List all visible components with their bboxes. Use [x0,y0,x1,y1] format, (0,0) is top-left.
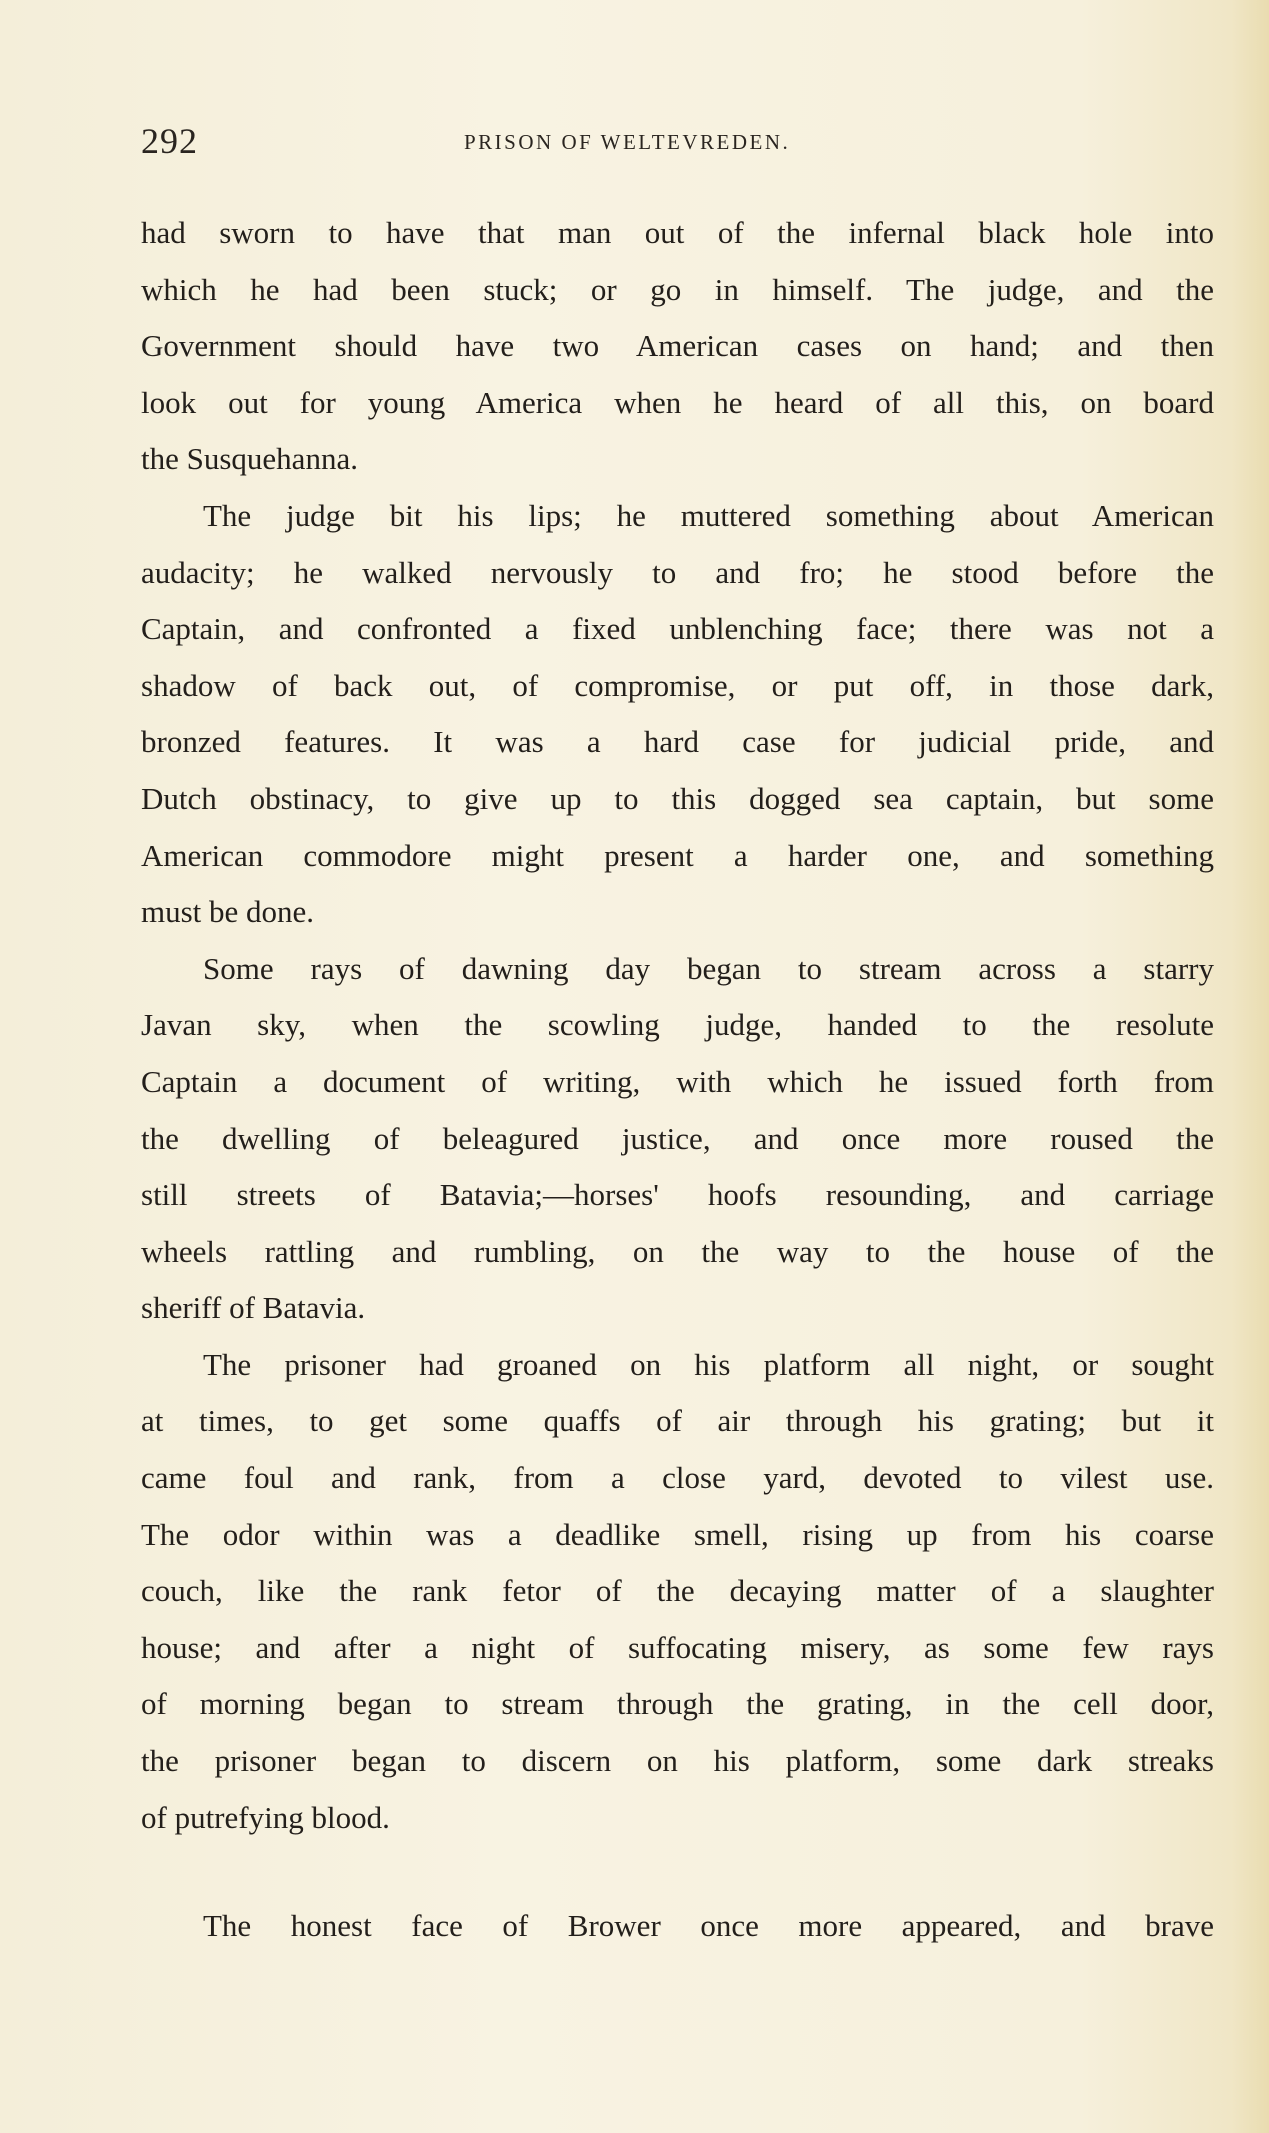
text-line: had sworn to have that man out of the infernal black hole into [141,215,1214,250]
section-gap [141,1846,1214,1898]
text-line: audacity; he walked nervously to and fro; he stood before the [141,554,1214,590]
text-line: Dutch obstinacy, to give up to this dogged sea captain, but some [141,780,1214,816]
page-number: 292 [141,121,198,161]
text-line: American commodore might present a harder one, and something [141,837,1214,873]
text-line: the dwelling of beleagured justice, and once more roused the [141,1120,1214,1156]
text-line: house; and after a night of suffocating misery, as some few rays [141,1629,1214,1665]
text-line: The odor within was a deadlike smell, rising up from his coarse [141,1516,1214,1552]
text-line: still streets of Batavia;—horses' hoofs resounding, and carriage [141,1177,1214,1213]
text-line: The prisoner had groaned on his platform all night, or sought [203,1346,1214,1382]
text-line: wheels rattling and rumbling, on the way to the house of the [141,1233,1214,1269]
text-line: look out for young America when he heard of all this, on board [141,384,1214,420]
text-line: The honest face of Brower once more appeared, and brave [203,1908,1214,1944]
text-line: bronzed features. It was a hard case for judicial pride, and [141,724,1214,760]
text-line: Captain, and confronted a fixed unblenching face; there was not a [141,611,1214,647]
text-line: Government should have two American cases on hand; and then [141,328,1214,364]
paragraph [141,941,1214,1337]
text-line: The judge bit his lips; he muttered something about American [203,497,1214,533]
text-line: the Susquehanna. [141,441,358,477]
text-line: couch, like the rank fetor of the decaying matter of a slaughter [141,1573,1214,1609]
text-line: must be done. [141,894,315,930]
body-text [141,205,1214,1955]
text-line: which he had been stuck; or go in himself. The judge, and the [141,271,1214,307]
text-line: Captain a document of writing, with which he issued forth from [141,1063,1214,1099]
running-head [141,120,1141,170]
text-line: came foul and rank, from a close yard, devoted to vilest use. [141,1460,1214,1496]
paragraph [141,205,1214,488]
text-line: Some rays of dawning day began to stream across a starry [203,950,1214,986]
paragraph [141,1337,1214,1846]
text-line: shadow of back out, of compromise, or put off, in those dark, [141,667,1214,703]
paragraph [141,488,1214,941]
text-line: the prisoner began to discern on his platform, some dark streaks [141,1743,1214,1779]
text-line: of putrefying blood. [141,1799,390,1835]
text-line: at times, to get some quaffs of air through his grating; but it [141,1403,1214,1439]
text-line: sheriff of Batavia. [141,1290,366,1326]
paragraph [141,1898,1214,1955]
text-line: of morning began to stream through the grating, in the cell door, [141,1686,1214,1722]
running-title: PRISON OF WELTEVREDEN. [464,130,791,154]
text-line: Javan sky, when the scowling judge, handed to the resolute [141,1007,1214,1043]
